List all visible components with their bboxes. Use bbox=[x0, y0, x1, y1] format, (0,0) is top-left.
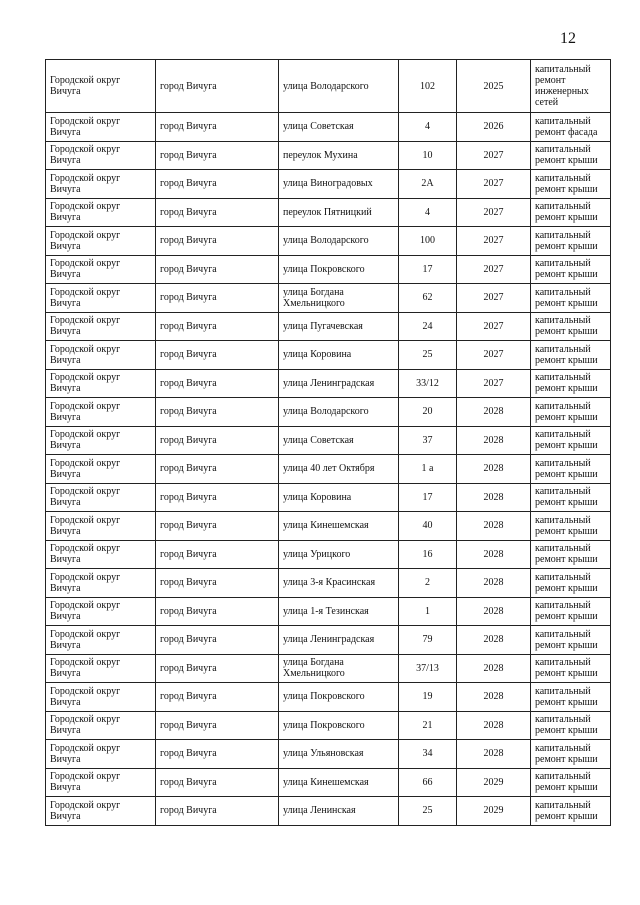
house-number-cell: 102 bbox=[399, 60, 457, 113]
street-cell: улица Богдана Хмельницкого bbox=[279, 284, 399, 313]
street-cell: улица Ленинская bbox=[279, 797, 399, 826]
city-cell: город Вичуга bbox=[156, 227, 279, 256]
work-type-cell: капитальный ремонт крыши bbox=[531, 341, 611, 370]
district-cell: Городской округ Вичуга bbox=[46, 227, 156, 256]
year-cell: 2025 bbox=[457, 60, 531, 113]
city-cell: город Вичуга bbox=[156, 711, 279, 740]
district-cell: Городской округ Вичуга bbox=[46, 711, 156, 740]
work-type-cell: капитальный ремонт крыши bbox=[531, 170, 611, 199]
city-cell: город Вичуга bbox=[156, 740, 279, 769]
year-cell: 2028 bbox=[457, 740, 531, 769]
year-cell: 2027 bbox=[457, 341, 531, 370]
district-cell: Городской округ Вичуга bbox=[46, 654, 156, 683]
district-cell: Городской округ Вичуга bbox=[46, 426, 156, 455]
year-cell: 2028 bbox=[457, 597, 531, 626]
city-cell: город Вичуга bbox=[156, 426, 279, 455]
work-type-cell: капитальный ремонт крыши bbox=[531, 255, 611, 284]
work-type-cell: капитальный ремонт крыши bbox=[531, 683, 611, 712]
city-cell: город Вичуга bbox=[156, 626, 279, 655]
house-number-cell: 10 bbox=[399, 141, 457, 170]
table-row bbox=[46, 455, 611, 484]
street-cell: улица Покровского bbox=[279, 683, 399, 712]
work-type-cell: капитальный ремонт крыши bbox=[531, 426, 611, 455]
table-row bbox=[46, 113, 611, 142]
table-row bbox=[46, 512, 611, 541]
table-row bbox=[46, 60, 611, 113]
table-row bbox=[46, 284, 611, 313]
work-type-cell: капитальный ремонт крыши bbox=[531, 369, 611, 398]
house-number-cell: 2А bbox=[399, 170, 457, 199]
year-cell: 2028 bbox=[457, 711, 531, 740]
street-cell: улица Володарского bbox=[279, 227, 399, 256]
year-cell: 2027 bbox=[457, 255, 531, 284]
work-type-cell: капитальный ремонт крыши bbox=[531, 711, 611, 740]
house-number-cell: 25 bbox=[399, 341, 457, 370]
street-cell: улица 1-я Тезинская bbox=[279, 597, 399, 626]
work-type-cell: капитальный ремонт крыши bbox=[531, 768, 611, 797]
table-row bbox=[46, 797, 611, 826]
year-cell: 2028 bbox=[457, 540, 531, 569]
work-type-cell: капитальный ремонт крыши bbox=[531, 569, 611, 598]
table-row bbox=[46, 683, 611, 712]
street-cell: улица Ленинградская bbox=[279, 626, 399, 655]
table-row bbox=[46, 198, 611, 227]
city-cell: город Вичуга bbox=[156, 455, 279, 484]
work-type-cell: капитальный ремонт крыши bbox=[531, 483, 611, 512]
city-cell: город Вичуга bbox=[156, 569, 279, 598]
district-cell: Городской округ Вичуга bbox=[46, 141, 156, 170]
year-cell: 2028 bbox=[457, 683, 531, 712]
city-cell: город Вичуга bbox=[156, 170, 279, 199]
district-cell: Городской округ Вичуга bbox=[46, 455, 156, 484]
house-number-cell: 62 bbox=[399, 284, 457, 313]
city-cell: город Вичуга bbox=[156, 512, 279, 541]
year-cell: 2028 bbox=[457, 455, 531, 484]
year-cell: 2027 bbox=[457, 312, 531, 341]
table-row bbox=[46, 341, 611, 370]
district-cell: Городской округ Вичуга bbox=[46, 60, 156, 113]
work-type-cell: капитальный ремонт крыши bbox=[531, 227, 611, 256]
table-row bbox=[46, 740, 611, 769]
house-number-cell: 1 bbox=[399, 597, 457, 626]
year-cell: 2026 bbox=[457, 113, 531, 142]
year-cell: 2027 bbox=[457, 227, 531, 256]
street-cell: переулок Пятницкий bbox=[279, 198, 399, 227]
street-cell: переулок Мухина bbox=[279, 141, 399, 170]
table-row bbox=[46, 654, 611, 683]
house-number-cell: 79 bbox=[399, 626, 457, 655]
house-number-cell: 1 а bbox=[399, 455, 457, 484]
city-cell: город Вичуга bbox=[156, 312, 279, 341]
work-type-cell: капитальный ремонт крыши bbox=[531, 198, 611, 227]
table-row bbox=[46, 227, 611, 256]
year-cell: 2029 bbox=[457, 797, 531, 826]
district-cell: Городской округ Вичуга bbox=[46, 398, 156, 427]
district-cell: Городской округ Вичуга bbox=[46, 740, 156, 769]
district-cell: Городской округ Вичуга bbox=[46, 540, 156, 569]
work-type-cell: капитальный ремонт крыши bbox=[531, 740, 611, 769]
house-number-cell: 24 bbox=[399, 312, 457, 341]
district-cell: Городской округ Вичуга bbox=[46, 369, 156, 398]
house-number-cell: 21 bbox=[399, 711, 457, 740]
district-cell: Городской округ Вичуга bbox=[46, 597, 156, 626]
year-cell: 2027 bbox=[457, 369, 531, 398]
city-cell: город Вичуга bbox=[156, 654, 279, 683]
city-cell: город Вичуга bbox=[156, 369, 279, 398]
table-row bbox=[46, 540, 611, 569]
table-row bbox=[46, 569, 611, 598]
page-number: 12 bbox=[560, 30, 576, 47]
year-cell: 2027 bbox=[457, 170, 531, 199]
district-cell: Городской округ Вичуга bbox=[46, 626, 156, 655]
house-number-cell: 17 bbox=[399, 483, 457, 512]
year-cell: 2027 bbox=[457, 284, 531, 313]
district-cell: Городской округ Вичуга bbox=[46, 312, 156, 341]
table-row bbox=[46, 426, 611, 455]
city-cell: город Вичуга bbox=[156, 341, 279, 370]
table-body bbox=[46, 60, 611, 826]
district-cell: Городской округ Вичуга bbox=[46, 797, 156, 826]
city-cell: город Вичуга bbox=[156, 284, 279, 313]
year-cell: 2028 bbox=[457, 654, 531, 683]
house-number-cell: 34 bbox=[399, 740, 457, 769]
house-number-cell: 19 bbox=[399, 683, 457, 712]
house-number-cell: 40 bbox=[399, 512, 457, 541]
year-cell: 2028 bbox=[457, 626, 531, 655]
city-cell: город Вичуга bbox=[156, 597, 279, 626]
house-number-cell: 16 bbox=[399, 540, 457, 569]
street-cell: улица Кинешемская bbox=[279, 768, 399, 797]
table-row bbox=[46, 626, 611, 655]
table-row bbox=[46, 597, 611, 626]
work-type-cell: капитальный ремонт крыши bbox=[531, 626, 611, 655]
street-cell: улица Советская bbox=[279, 113, 399, 142]
street-cell: улица Володарского bbox=[279, 60, 399, 113]
work-type-cell: капитальный ремонт крыши bbox=[531, 797, 611, 826]
street-cell: улица Ульяновская bbox=[279, 740, 399, 769]
street-cell: улица Покровского bbox=[279, 711, 399, 740]
house-number-cell: 17 bbox=[399, 255, 457, 284]
district-cell: Городской округ Вичуга bbox=[46, 198, 156, 227]
table-row bbox=[46, 483, 611, 512]
city-cell: город Вичуга bbox=[156, 113, 279, 142]
work-type-cell: капитальный ремонт крыши bbox=[531, 284, 611, 313]
year-cell: 2027 bbox=[457, 141, 531, 170]
street-cell: улица Коровина bbox=[279, 483, 399, 512]
repair-schedule-table bbox=[45, 59, 611, 826]
city-cell: город Вичуга bbox=[156, 540, 279, 569]
year-cell: 2028 bbox=[457, 512, 531, 541]
street-cell: улица Урицкого bbox=[279, 540, 399, 569]
district-cell: Городской округ Вичуга bbox=[46, 768, 156, 797]
city-cell: город Вичуга bbox=[156, 797, 279, 826]
city-cell: город Вичуга bbox=[156, 255, 279, 284]
year-cell: 2028 bbox=[457, 569, 531, 598]
city-cell: город Вичуга bbox=[156, 768, 279, 797]
house-number-cell: 4 bbox=[399, 198, 457, 227]
year-cell: 2028 bbox=[457, 483, 531, 512]
city-cell: город Вичуга bbox=[156, 60, 279, 113]
street-cell: улица Пугачевская bbox=[279, 312, 399, 341]
house-number-cell: 33/12 bbox=[399, 369, 457, 398]
district-cell: Городской округ Вичуга bbox=[46, 113, 156, 142]
work-type-cell: капитальный ремонт инженерных сетей bbox=[531, 60, 611, 113]
district-cell: Городской округ Вичуга bbox=[46, 483, 156, 512]
city-cell: город Вичуга bbox=[156, 398, 279, 427]
street-cell: улица Ленинградская bbox=[279, 369, 399, 398]
table-row bbox=[46, 369, 611, 398]
work-type-cell: капитальный ремонт крыши bbox=[531, 597, 611, 626]
work-type-cell: капитальный ремонт фасада bbox=[531, 113, 611, 142]
street-cell: улица Коровина bbox=[279, 341, 399, 370]
street-cell: улица Володарского bbox=[279, 398, 399, 427]
table-row bbox=[46, 141, 611, 170]
street-cell: улица Виноградовых bbox=[279, 170, 399, 199]
city-cell: город Вичуга bbox=[156, 141, 279, 170]
street-cell: улица 40 лет Октября bbox=[279, 455, 399, 484]
work-type-cell: капитальный ремонт крыши bbox=[531, 141, 611, 170]
work-type-cell: капитальный ремонт крыши bbox=[531, 312, 611, 341]
house-number-cell: 20 bbox=[399, 398, 457, 427]
work-type-cell: капитальный ремонт крыши bbox=[531, 398, 611, 427]
house-number-cell: 25 bbox=[399, 797, 457, 826]
table-row bbox=[46, 768, 611, 797]
district-cell: Городской округ Вичуга bbox=[46, 170, 156, 199]
city-cell: город Вичуга bbox=[156, 683, 279, 712]
table-row bbox=[46, 398, 611, 427]
house-number-cell: 4 bbox=[399, 113, 457, 142]
work-type-cell: капитальный ремонт крыши bbox=[531, 455, 611, 484]
house-number-cell: 2 bbox=[399, 569, 457, 598]
street-cell: улица Покровского bbox=[279, 255, 399, 284]
year-cell: 2027 bbox=[457, 198, 531, 227]
house-number-cell: 37 bbox=[399, 426, 457, 455]
work-type-cell: капитальный ремонт крыши bbox=[531, 654, 611, 683]
city-cell: город Вичуга bbox=[156, 483, 279, 512]
district-cell: Городской округ Вичуга bbox=[46, 255, 156, 284]
district-cell: Городской округ Вичуга bbox=[46, 341, 156, 370]
district-cell: Городской округ Вичуга bbox=[46, 284, 156, 313]
city-cell: город Вичуга bbox=[156, 198, 279, 227]
table-row bbox=[46, 255, 611, 284]
house-number-cell: 100 bbox=[399, 227, 457, 256]
street-cell: улица Кинешемская bbox=[279, 512, 399, 541]
work-type-cell: капитальный ремонт крыши bbox=[531, 512, 611, 541]
table-row bbox=[46, 711, 611, 740]
house-number-cell: 66 bbox=[399, 768, 457, 797]
year-cell: 2028 bbox=[457, 398, 531, 427]
district-cell: Городской округ Вичуга bbox=[46, 569, 156, 598]
street-cell: улица 3-я Красинская bbox=[279, 569, 399, 598]
district-cell: Городской округ Вичуга bbox=[46, 683, 156, 712]
house-number-cell: 37/13 bbox=[399, 654, 457, 683]
table-row bbox=[46, 312, 611, 341]
street-cell: улица Богдана Хмельницкого bbox=[279, 654, 399, 683]
street-cell: улица Советская bbox=[279, 426, 399, 455]
district-cell: Городской округ Вичуга bbox=[46, 512, 156, 541]
year-cell: 2029 bbox=[457, 768, 531, 797]
table-row bbox=[46, 170, 611, 199]
work-type-cell: капитальный ремонт крыши bbox=[531, 540, 611, 569]
year-cell: 2028 bbox=[457, 426, 531, 455]
